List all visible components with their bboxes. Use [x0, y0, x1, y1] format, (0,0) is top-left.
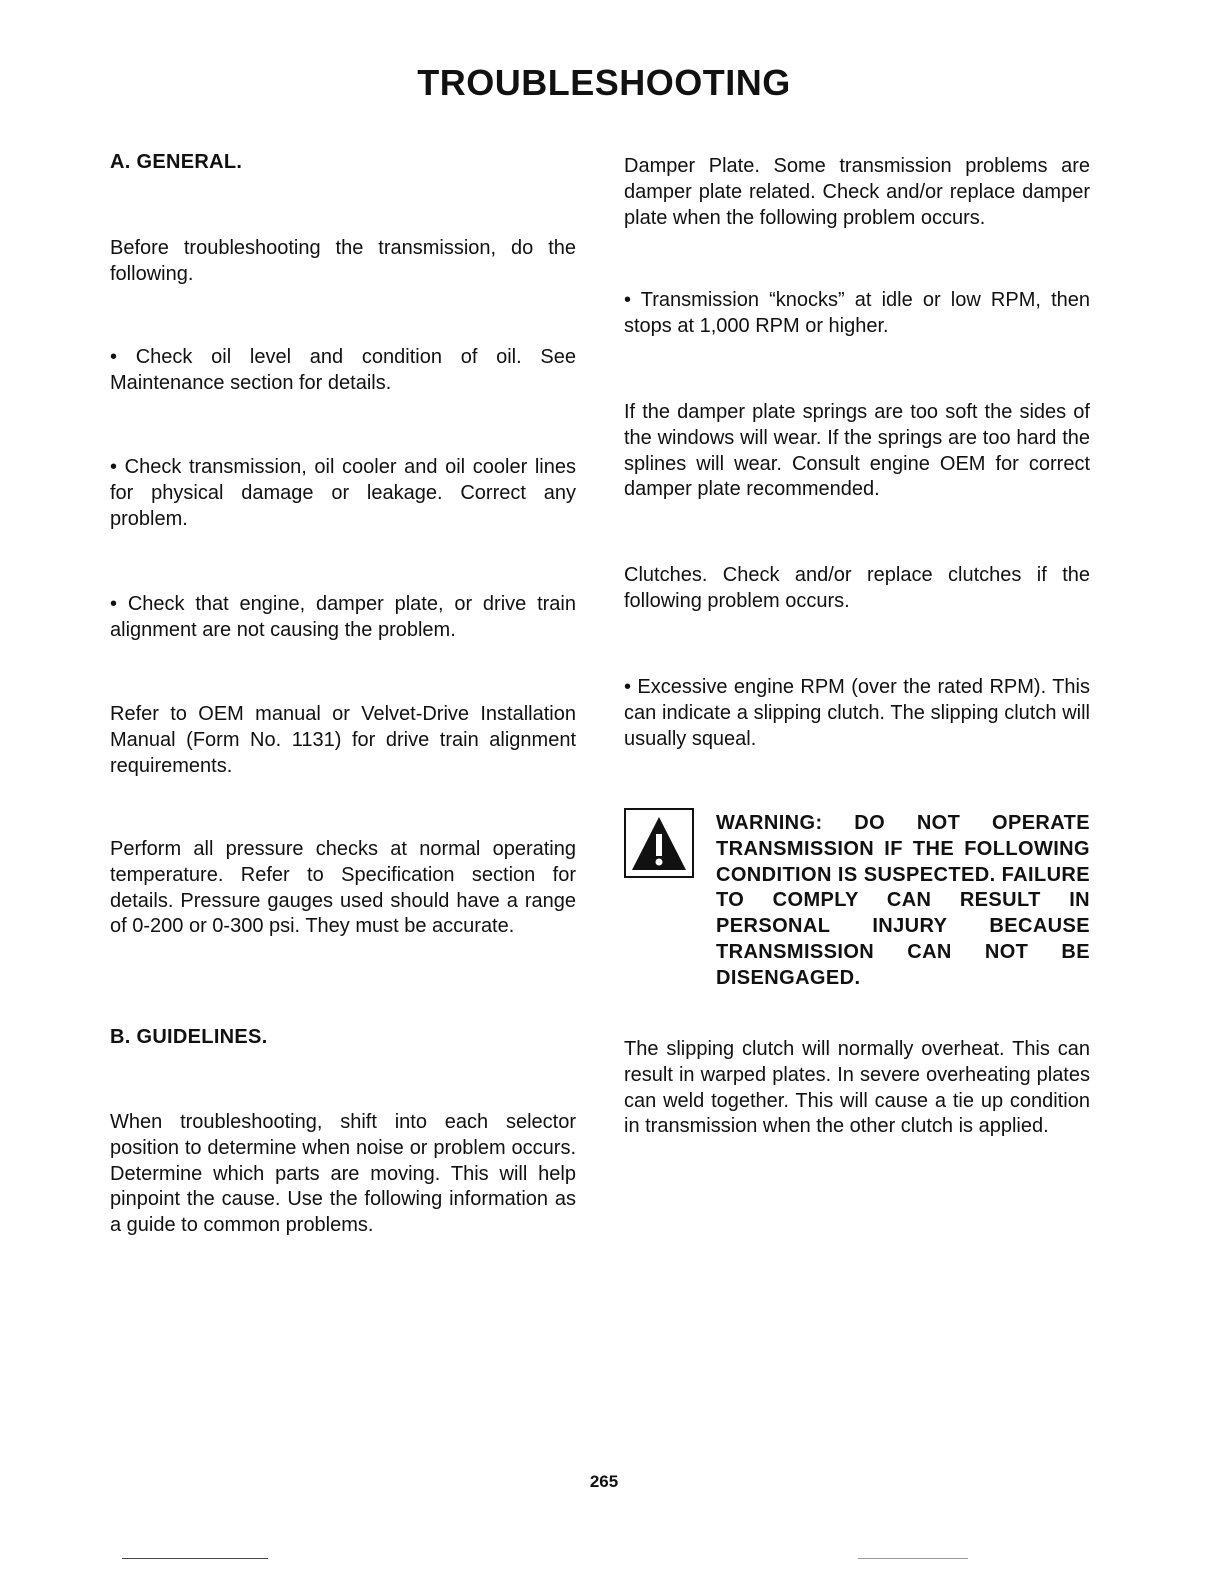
warning-triangle-icon: [624, 808, 694, 878]
bullet-alignment: • Check that engine, damper plate, or drive train alignment are not causing the problem.: [110, 593, 576, 641]
page-number: 265: [589, 1472, 619, 1491]
guidelines-paragraph: When troubleshooting, shift into each selector position to determine when noise or problem occurs. Determine which parts are moving. This will help pinpoint the cause. Use the following information as a guide to common problems.: [110, 1111, 576, 1237]
bullet-oil-level: • Check oil level and condition of oil. See Maintenance section for details.: [110, 346, 576, 394]
section-heading-general: A. GENERAL.: [110, 151, 243, 173]
page-title: TROUBLESHOOTING: [417, 62, 791, 103]
overheat-paragraph: The slipping clutch will normally overheat. This can result in warped plates. In severe overheating plates can weld together. This will cause a tie up condition in transmission when the other clutch is applied.: [624, 1038, 1090, 1138]
damper-plate-paragraph: Damper Plate. Some transmission problems are damper plate related. Check and/or replace damper plate when the following problem occurs.: [624, 155, 1090, 229]
bullet-knocks: • Transmission “knocks” at idle or low RPM, then stops at 1,000 RPM or higher.: [624, 289, 1090, 337]
warning-notice: WARNING: DO NOT OPERATE TRANSMISSION IF THE FOLLOWING CONDITION IS SUSPECTED. FAILURE TO COMPLY CAN RESULT IN PERSONAL INJURY BECAUSE TRANSMISSION CAN NOT BE DISENGAGED.: [716, 812, 1090, 989]
oem-reference-paragraph: Refer to OEM manual or Velvet-Drive Installation Manual (Form No. 1131) for drive train alignment requirements.: [110, 703, 576, 777]
pressure-checks-paragraph: Perform all pressure checks at normal operating temperature. Refer to Specification section for details. Pressure gauges used should have a range of 0-200 or 0-300 psi. They must be accurate.: [110, 838, 576, 938]
scan-artifact-line: [858, 1558, 968, 1559]
section-heading-guidelines: B. GUIDELINES.: [110, 1026, 268, 1048]
bullet-physical-damage: • Check transmission, oil cooler and oil cooler lines for physical damage or leakage. Correct any problem.: [110, 456, 576, 530]
intro-paragraph: Before troubleshooting the transmission, do the following.: [110, 237, 576, 285]
scan-artifact-line: [122, 1558, 268, 1559]
bullet-excessive-rpm: • Excessive engine RPM (over the rated RPM). This can indicate a slipping clutch. The slipping clutch will usually squeal.: [624, 676, 1090, 750]
clutches-paragraph: Clutches. Check and/or replace clutches if the following problem occurs.: [624, 564, 1090, 612]
damper-springs-paragraph: If the damper plate springs are too soft the sides of the windows will wear. If the springs are too hard the splines will wear. Consult engine OEM for correct damper plate recommended.: [624, 401, 1090, 501]
